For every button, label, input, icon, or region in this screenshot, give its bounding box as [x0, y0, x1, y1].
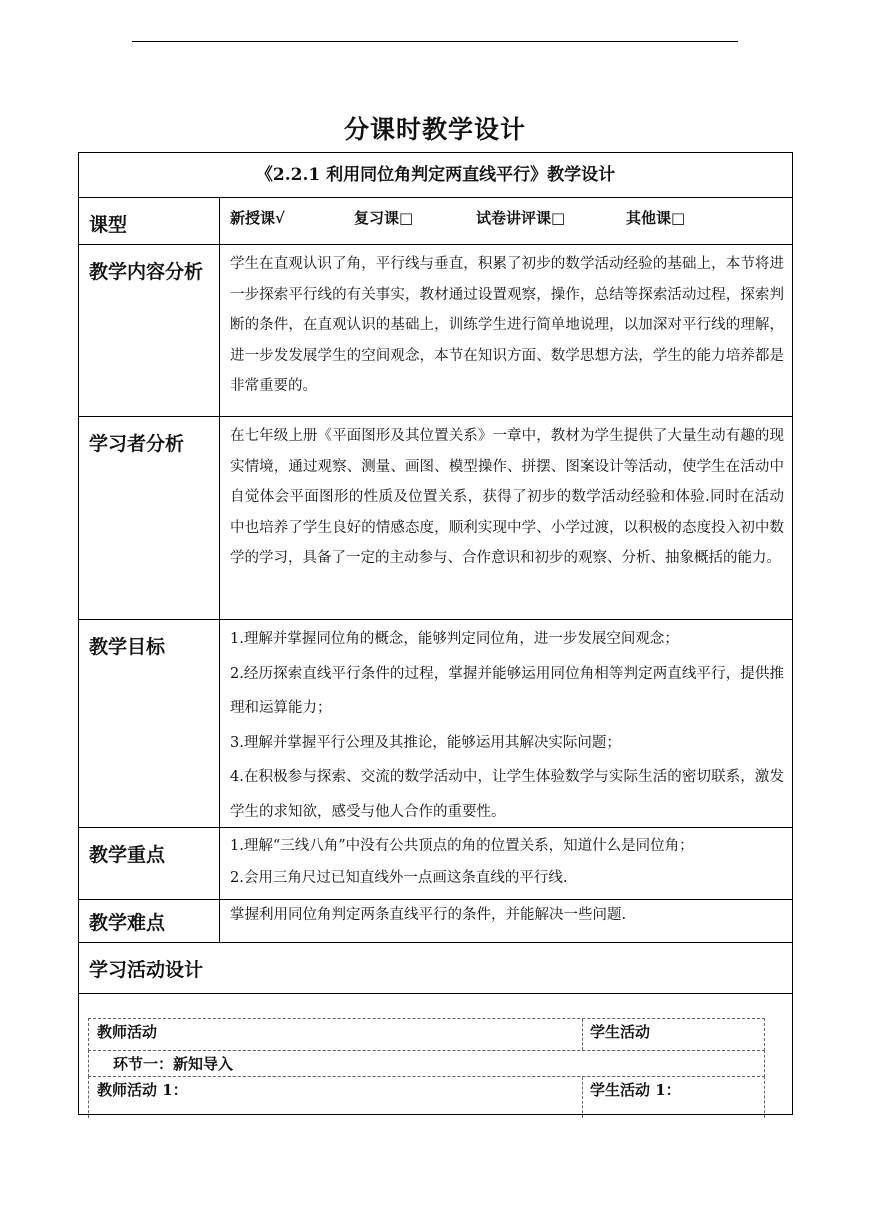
document-title: 分课时教学设计	[343, 115, 526, 144]
goal-item: 3.理解并掌握平行公理及其推论，能够运用其解决实际问题；	[230, 734, 621, 751]
row-key-points	[79, 828, 792, 900]
learner-analysis-text: 在七年级上册《平面图形及其位置关系》一章中，教材为学生提供了大量生动有趣的现实情境，通过观察、测量、画图、模型操作、拼摆、图案设计等活动，使学生在活动中自觉体会平面图形的性质及位置关系，获得了初步的数学活动经验和体验.同时在活动中也培养了学生良好的情感态度，顺利实现中学、小学过渡，以积极的态度投入初中数学的学习，具备了一定的主动参与、合作意识和初步的观察、分析、抽象概括的能力。	[230, 428, 784, 566]
activity-header-row	[88, 1018, 765, 1051]
activity-design-title: 学习活动设计	[89, 959, 204, 981]
section-row	[88, 1050, 765, 1077]
option-review-lesson: 复习课□	[354, 209, 414, 227]
lesson-type-options	[220, 198, 792, 244]
label-content-analysis: 教学内容分析	[79, 245, 220, 416]
difficulty-text: 掌握利用同位角判定两条直线平行的条件，并能解决一些问题.	[230, 907, 627, 923]
key-point-item: 2.会用三角尺过已知直线外一点画这条直线的平行线.	[230, 870, 568, 886]
teacher-activity-header: 教师活动	[97, 1023, 158, 1041]
row-lesson-type	[79, 198, 792, 245]
goal-item: 4.在积极参与探索、交流的数学活动中，让学生体验数学与实际生活的密切联系，激发学生的求知欲，感受与他人合作的重要性。	[230, 769, 784, 820]
activity-table	[88, 1018, 765, 1115]
content-analysis-text: 学生在直观认识了角，平行线与垂直，积累了初步的数学活动经验的基础上，本节将进一步探索平行线的有关事实，教材通过设置观察，操作，总结等探索活动过程，探索判断的条件，在直观认识的基础上，训练学生进行简单地说理，以加深对平行线的理解，进一步发发展学生的空间观念，本节在知识方面、数学思想方法，学生的能力培养都是非常重要的。	[230, 256, 784, 394]
option-other-lesson: 其他课□	[626, 209, 686, 227]
label-teaching-goals: 教学目标	[79, 620, 220, 827]
option-new-lesson: 新授课√	[230, 209, 285, 227]
goal-item: 2.经历探索直线平行条件的过程，掌握并能够运用同位角相等判定两直线平行，提供推理和运算能力；	[230, 665, 784, 716]
label-learner-analysis: 学习者分析	[79, 417, 220, 619]
student-activity-1: 学生活动 1：	[590, 1081, 681, 1099]
lesson-title: 《2.2.1 利用同位角判定两直线平行》教学设计	[255, 165, 616, 185]
lesson-plan-table	[78, 152, 793, 1115]
row-difficulty	[79, 900, 792, 943]
row-learner-analysis	[79, 417, 792, 620]
section-1-label: 环节一：新知导入	[113, 1055, 234, 1073]
teacher-activity-1: 教师活动 1：	[97, 1081, 188, 1099]
key-points-list	[220, 828, 792, 899]
key-point-item: 1.理解“三线八角”中没有公共顶点的角的位置关系，知道什么是同位角；	[230, 838, 694, 854]
row-content-analysis	[79, 245, 792, 417]
activity-1-row	[88, 1076, 765, 1118]
lesson-title-row	[79, 153, 792, 198]
option-exam-review-lesson: 试卷讲评课□	[476, 209, 566, 227]
label-key-points: 教学重点	[79, 828, 220, 899]
row-teaching-goals	[79, 620, 792, 828]
row-activity-title	[79, 943, 792, 994]
goal-item: 1.理解并掌握同位角的概念，能够判定同位角，进一步发展空间观念；	[230, 631, 679, 647]
label-lesson-type: 课型	[79, 198, 220, 244]
teaching-goals-list	[220, 620, 792, 827]
label-difficulty: 教学难点	[79, 900, 220, 942]
header-rule	[132, 41, 738, 42]
student-activity-header: 学生活动	[590, 1023, 651, 1041]
